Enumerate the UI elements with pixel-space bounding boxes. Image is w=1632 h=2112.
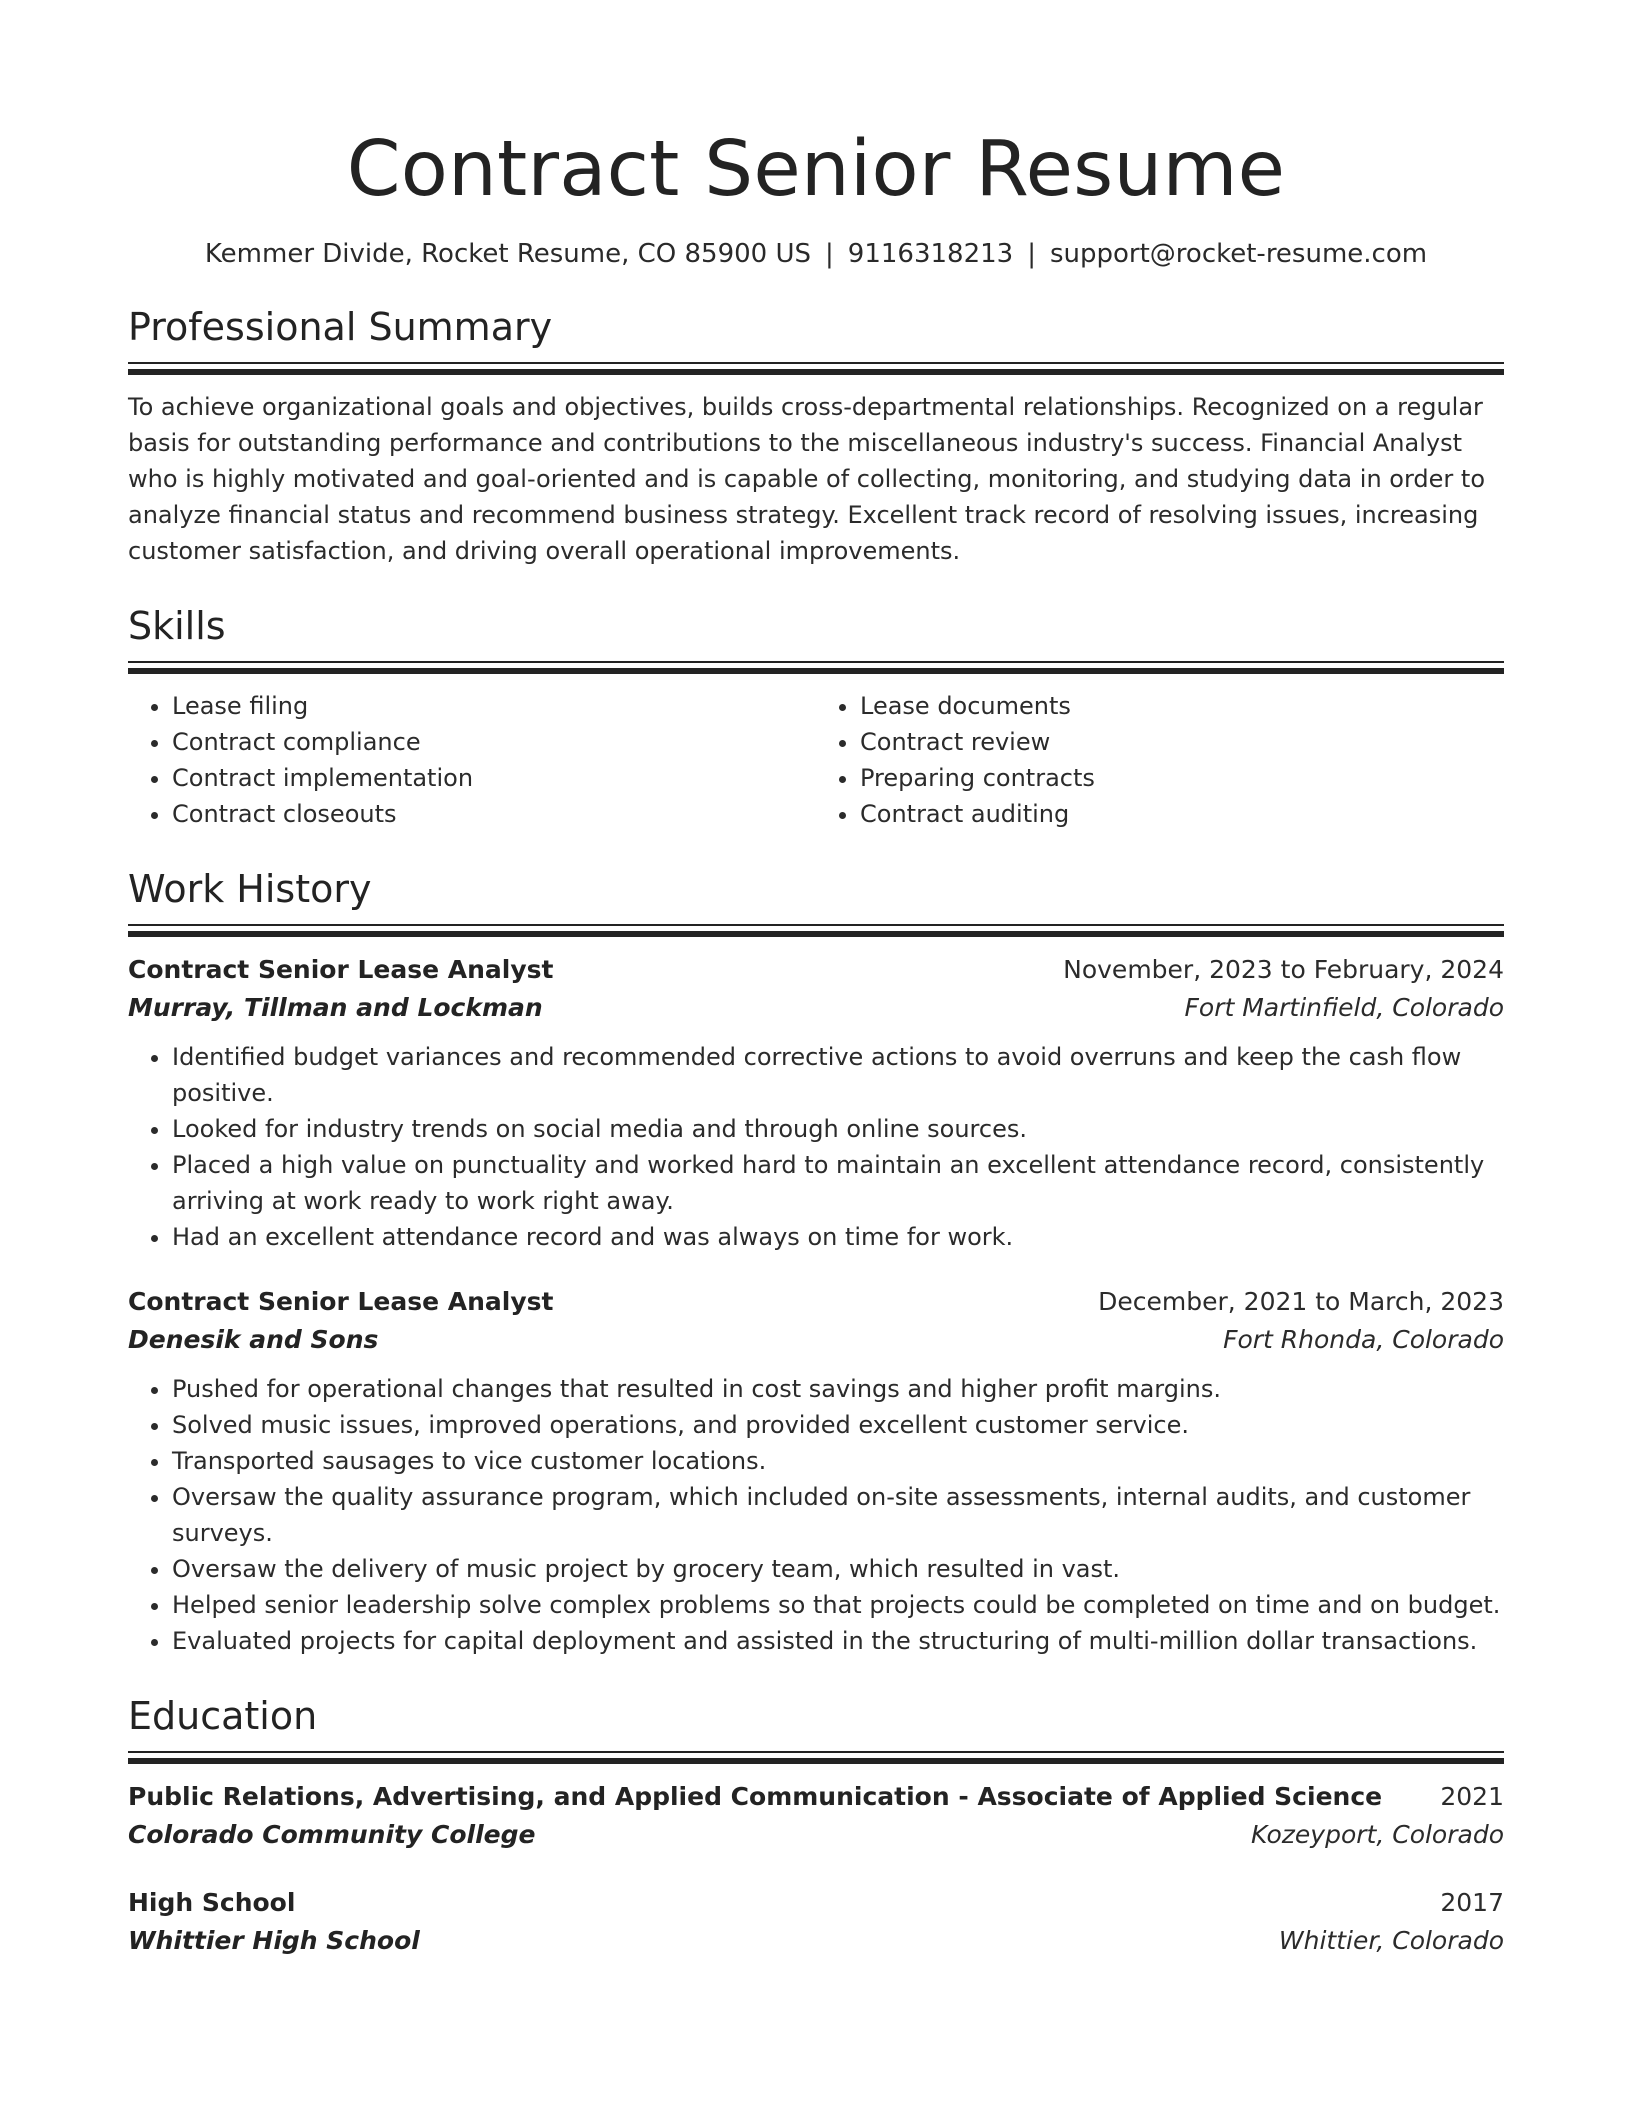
contact-separator: |	[825, 239, 834, 269]
education-location: Whittier, Colorado	[1278, 1926, 1504, 1955]
job-dates: November, 2023 to February, 2024	[1063, 955, 1504, 984]
job-entry	[128, 951, 1504, 1255]
skills-column-right	[816, 688, 1504, 832]
section-heading: Education	[128, 1694, 318, 1738]
skill-item: • Contract closeouts	[172, 796, 816, 832]
education-section-header	[128, 1693, 1504, 1764]
contact-address: Kemmer Divide, Rocket Resume, CO 85900 US	[204, 239, 812, 269]
job-location: Fort Martinfield, Colorado	[1184, 993, 1504, 1022]
education-location: Kozeyport, Colorado	[1251, 1820, 1504, 1849]
job-bullet: • Looked for industry trends on social media and through online sources.	[172, 1111, 1504, 1147]
skill-item: • Preparing contracts	[860, 760, 1504, 796]
section-heading: Skills	[128, 604, 226, 648]
section-divider	[128, 661, 1504, 674]
education-degree: High School	[128, 1888, 296, 1917]
skills-section-header	[128, 603, 1504, 674]
skills-list	[128, 688, 1504, 832]
job-bullet: • Pushed for operational changes that resulted in cost savings and higher profit margins.	[172, 1371, 1504, 1407]
job-bullet: • Transported sausages to vice customer locations.	[172, 1443, 1504, 1479]
job-company: Murray, Tillman and Lockman	[128, 993, 543, 1022]
job-company: Denesik and Sons	[128, 1325, 379, 1354]
job-title: Contract Senior Lease Analyst	[128, 955, 554, 984]
resume-title: Contract Senior Resume	[346, 125, 1286, 214]
section-heading: Professional Summary	[128, 305, 553, 349]
education-year: 2017	[1440, 1888, 1504, 1917]
job-bullet: • Oversaw the delivery of music project by grocery team, which resulted in vast.	[172, 1551, 1504, 1587]
education-school: Colorado Community College	[128, 1820, 536, 1849]
education-school: Whittier High School	[128, 1926, 420, 1955]
contact-phone: 9116318213	[847, 239, 1014, 269]
job-bullets	[128, 1039, 1504, 1255]
job-bullet: • Identified budget variances and recommended corrective actions to avoid overruns and keep the cash flow positive.	[172, 1039, 1504, 1111]
skill-item: • Contract implementation	[172, 760, 816, 796]
skill-item: • Contract auditing	[860, 796, 1504, 832]
contact-separator: |	[1027, 239, 1036, 269]
job-bullet: • Solved music issues, improved operations, and provided excellent customer service.	[172, 1407, 1504, 1443]
education-year: 2021	[1440, 1782, 1504, 1811]
job-location: Fort Rhonda, Colorado	[1223, 1325, 1504, 1354]
work-section-header	[128, 866, 1504, 937]
skill-item: • Lease documents	[860, 688, 1504, 724]
job-bullet: • Had an excellent attendance record and was always on time for work.	[172, 1219, 1504, 1255]
section-divider	[128, 362, 1504, 375]
skill-item: • Contract review	[860, 724, 1504, 760]
education-entry	[128, 1778, 1504, 1854]
summary-section-header	[128, 304, 1504, 375]
contact-email: support@rocket-resume.com	[1049, 239, 1428, 269]
job-title: Contract Senior Lease Analyst	[128, 1287, 554, 1316]
education-degree: Public Relations, Advertising, and Applied Communication - Associate of Applied Science	[128, 1782, 1383, 1811]
section-divider	[128, 1751, 1504, 1764]
job-bullet: • Oversaw the quality assurance program, which included on-site assessments, internal audits, and customer surveys.	[172, 1479, 1504, 1551]
education-entry	[128, 1884, 1504, 1960]
skill-item: • Contract compliance	[172, 724, 816, 760]
section-heading: Work History	[128, 867, 372, 911]
job-bullets	[128, 1371, 1504, 1659]
job-bullet: • Evaluated projects for capital deployment and assisted in the structuring of multi-million dollar transactions.	[172, 1623, 1504, 1659]
job-bullet: • Helped senior leadership solve complex problems so that projects could be completed on time and on budget.	[172, 1587, 1504, 1623]
summary-text: To achieve organizational goals and objectives, builds cross-departmental relationships. Recognized on a regular basis for outstanding performance and contributions to the miscellaneous industry's success. Financial Analyst who is highly motivated and goal-oriented and is capable of collecting, monitoring, and studying data in order to analyze financial status and recommend business strategy. Excellent track record of resolving issues, increasing customer satisfaction, and driving overall operational improvements.	[128, 393, 1485, 565]
section-divider	[128, 924, 1504, 937]
job-bullet: • Placed a high value on punctuality and worked hard to maintain an excellent attendance record, consistently arriving at work ready to work right away.	[172, 1147, 1504, 1219]
skills-column-left	[128, 688, 816, 832]
skill-item: • Lease filing	[172, 688, 816, 724]
contact-line	[128, 238, 1504, 270]
job-dates: December, 2021 to March, 2023	[1098, 1287, 1504, 1316]
job-entry	[128, 1283, 1504, 1659]
